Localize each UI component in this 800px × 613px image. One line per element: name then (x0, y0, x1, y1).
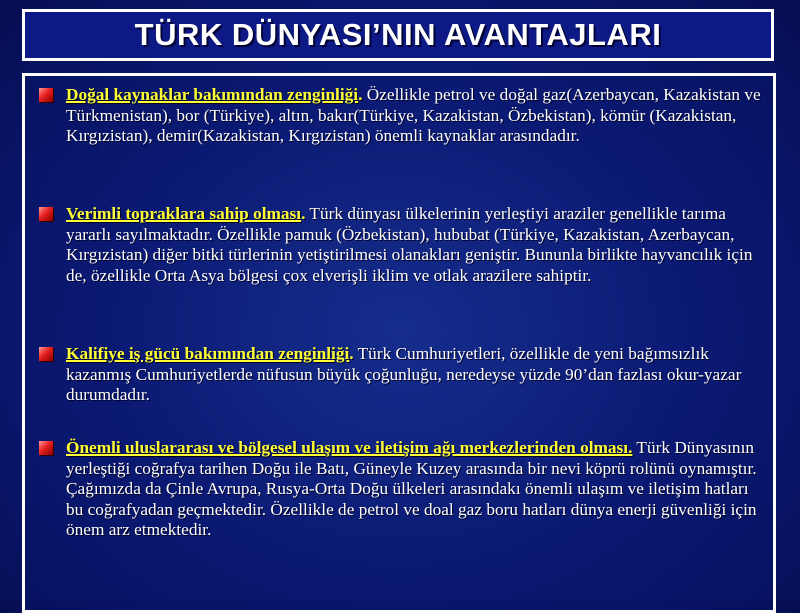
item-body: Türk Cumhuriyetleri, özellikle de yeni bağımsızlık kazanmış Cumhuriyetlerde nüfusun büyük çoğunluğu, neredeyse yüzde 90’dan fazlası okur-yazar durumdadır. (66, 344, 742, 405)
square-bullet-icon (39, 347, 53, 361)
item-body: Özellikle petrol ve doğal gaz(Azerbaycan, Kazakistan ve Türkmenistan), bor (Türkiye), altın, bakır(Türkiye, Kazakistan, Özbekistan), kömür (Kazakistan, Kırgızistan), demir(Kazakistan, Kırgızistan) önemli kaynaklar arasındadır. (66, 85, 761, 146)
item-heading-suffix: . (301, 204, 306, 223)
square-bullet-icon (39, 207, 53, 221)
list-item (39, 204, 765, 286)
item-heading-suffix: . (358, 85, 363, 104)
square-bullet-icon (39, 88, 53, 102)
item-text (66, 85, 765, 147)
item-body: Türk Dünyasının yerleştiği coğrafya tarihen Doğu ile Batı, Güneyle Kuzey arasında bir nevi köprü rolünü oynamıştır. Çağımızda da Çinle Avrupa, Rusya-Orta Doğu ülkeleri arasındakı önemli ulaşım ve iletişim hatları bu coğrafyadan geçmektedir. Özellikle de petrol ve doal gaz boru hatları dünya enerji güvenliği için önem arz etmektedir. (66, 438, 757, 540)
list-item (39, 438, 765, 541)
item-heading-suffix: . (349, 344, 354, 363)
square-bullet-icon (39, 441, 53, 455)
title-box (22, 9, 774, 61)
item-text (66, 204, 765, 286)
item-heading: Kalifiye iş gücü bakımından zenginliği (66, 344, 350, 363)
list-item (39, 85, 765, 147)
item-heading: Doğal kaynaklar bakımından zenginliği (66, 85, 359, 104)
content-box (22, 73, 776, 613)
item-heading: Verimli topraklara sahip olması (66, 204, 302, 223)
item-text (66, 344, 765, 406)
item-text (66, 438, 765, 541)
item-body: Türk dünyası ülkelerinin yerleştiyi araziler genellikle tarıma yararlı sayılmaktadır. Özellikle pamuk (Özbekistan), hububat (Türkiye, Kazakistan, Azerbaycan, Kırgızistan) diğer bitki türlerinin yetiştirilmesi olanakları geniştir. Bununla birlikte hayvancılık için de, özellikle Orta Asya bölgesi çox elverişli iklim ve otlak arazilere sahiptir. (66, 204, 753, 285)
item-heading: Önemli uluslararası ve bölgesel ulaşım ve iletişim ağı merkezlerinden olması. (66, 438, 633, 457)
slide-title: TÜRK DÜNYASI’NIN AVANTAJLARI (134, 17, 662, 52)
list-item (39, 344, 765, 406)
